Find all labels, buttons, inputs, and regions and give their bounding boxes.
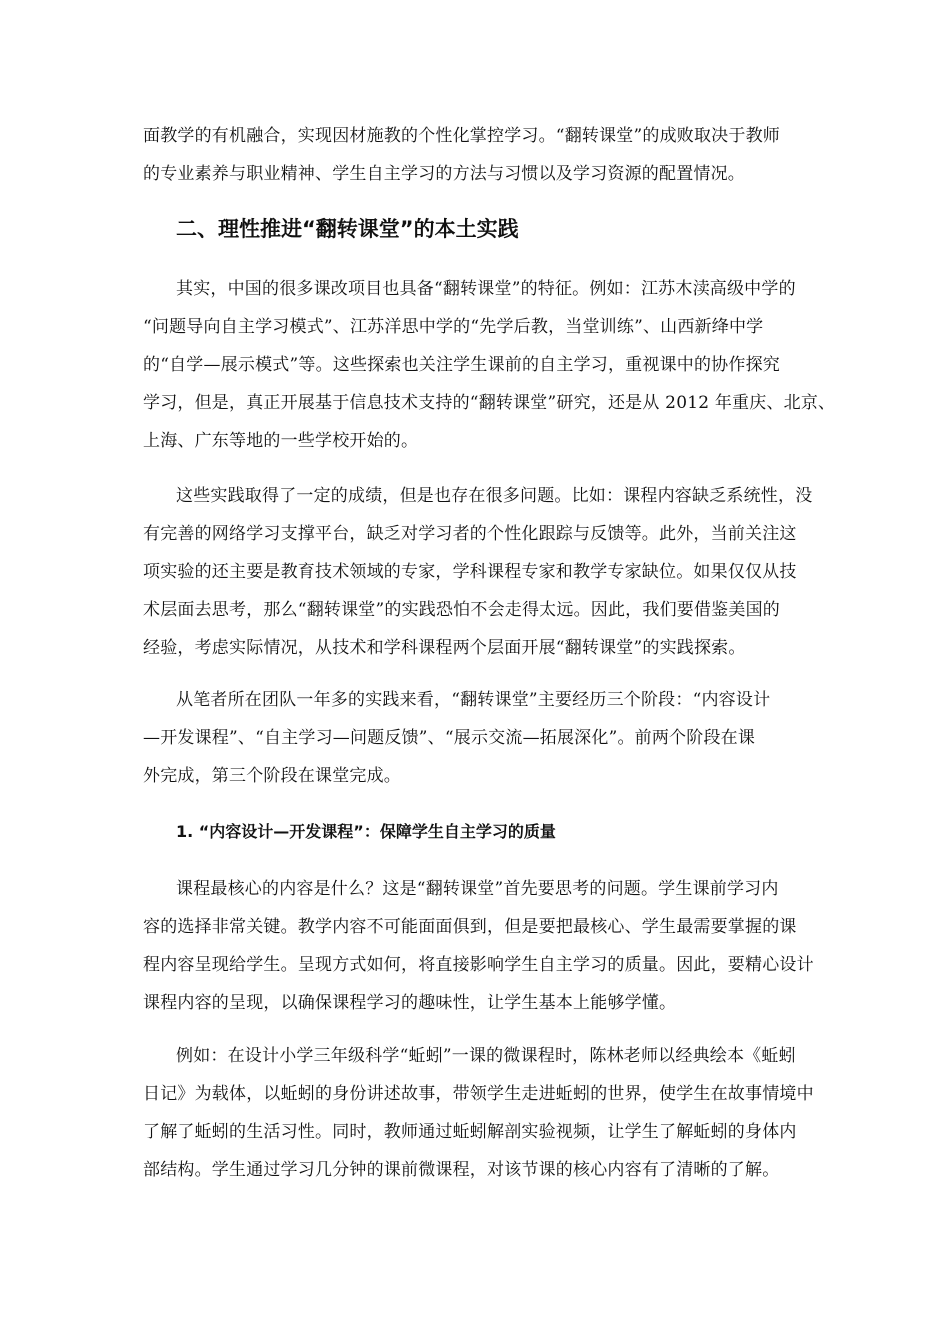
para1-line-3: 的“自学—展示模式”等。这些探索也关注学生课前的自主学习，重视课中的协作探究 [143, 355, 780, 375]
para3-line-2: —开发课程”、“自主学习—问题反馈”、“展示交流—拓展深化”。前两个阶段在课 [143, 728, 756, 748]
para5-line-4: 部结构。学生通过学习几分钟的课前微课程，对该节课的核心内容有了清晰的了解。 [143, 1160, 780, 1180]
para4-line-2: 容的选择非常关键。教学内容不可能面面俱到，但是要把最核心、学生最需要掌握的课 [143, 917, 797, 937]
para3-line-3: 外完成，第三个阶段在课堂完成。 [143, 766, 401, 786]
para1-line-1: 其实，中国的很多课改项目也具备“翻转课堂”的特征。例如：江苏木渎高级中学的 [176, 279, 796, 299]
para2-line-2: 有完善的网络学习支撑平台，缺乏对学习者的个性化跟踪与反馈等。此外，当前关注这 [143, 524, 797, 544]
intro-line-2: 的专业素养与职业精神、学生自主学习的方法与习惯以及学习资源的配置情况。 [143, 164, 745, 184]
para2-line-3: 项实验的还主要是教育技术领域的专家，学科课程专家和教学专家缺位。如果仅仅从技 [143, 562, 797, 582]
para1-line-4: 学习，但是，真正开展基于信息技术支持的“翻转课堂”研究，还是从 2012 年重庆、北京、 [143, 393, 836, 413]
intro-line-1: 面教学的有机融合，实现因材施教的个性化掌控学习。“翻转课堂”的成败取决于教师 [143, 126, 780, 146]
subsection-heading: 1. “内容设计—开发课程”：保障学生自主学习的质量 [176, 822, 556, 841]
section-heading: 二、理性推进“翻转课堂”的本土实践 [176, 217, 519, 241]
para5-line-2: 日记》为载体，以蚯蚓的身份讲述故事，带领学生走进蚯蚓的世界，使学生在故事情境中 [143, 1084, 814, 1104]
para3-line-1: 从笔者所在团队一年多的实践来看，“翻转课堂”主要经历三个阶段：“内容设计 [176, 690, 771, 710]
para2-line-5: 经验，考虑实际情况，从技术和学科课程两个层面开展“翻转课堂”的实践探索。 [143, 638, 746, 658]
para2-line-1: 这些实践取得了一定的成绩，但是也存在很多问题。比如：课程内容缺乏系统性，没 [176, 486, 813, 506]
para1-line-2: “问题导向自主学习模式”、江苏洋思中学的“先学后教，当堂训练”、山西新绛中学 [143, 317, 764, 337]
para4-line-3: 程内容呈现给学生。呈现方式如何，将直接影响学生自主学习的质量。因此，要精心设计 [143, 955, 814, 975]
para1-line-5: 上海、广东等地的一些学校开始的。 [143, 431, 419, 451]
para5-line-3: 了解了蚯蚓的生活习性。同时，教师通过蚯蚓解剖实验视频，让学生了解蚯蚓的身体内 [143, 1122, 797, 1142]
para2-line-4: 术层面去思考，那么“翻转课堂”的实践恐怕不会走得太远。因此，我们要借鉴美国的 [143, 600, 780, 620]
para4-line-4: 课程内容的呈现，以确保课程学习的趣味性，让学生基本上能够学懂。 [143, 993, 677, 1013]
para4-line-1: 课程最核心的内容是什么？这是“翻转课堂”首先要思考的问题。学生课前学习内 [176, 879, 779, 899]
para5-line-1: 例如：在设计小学三年级科学“蚯蚓”一课的微课程时，陈林老师以经典绘本《蚯蚓 [176, 1046, 796, 1066]
